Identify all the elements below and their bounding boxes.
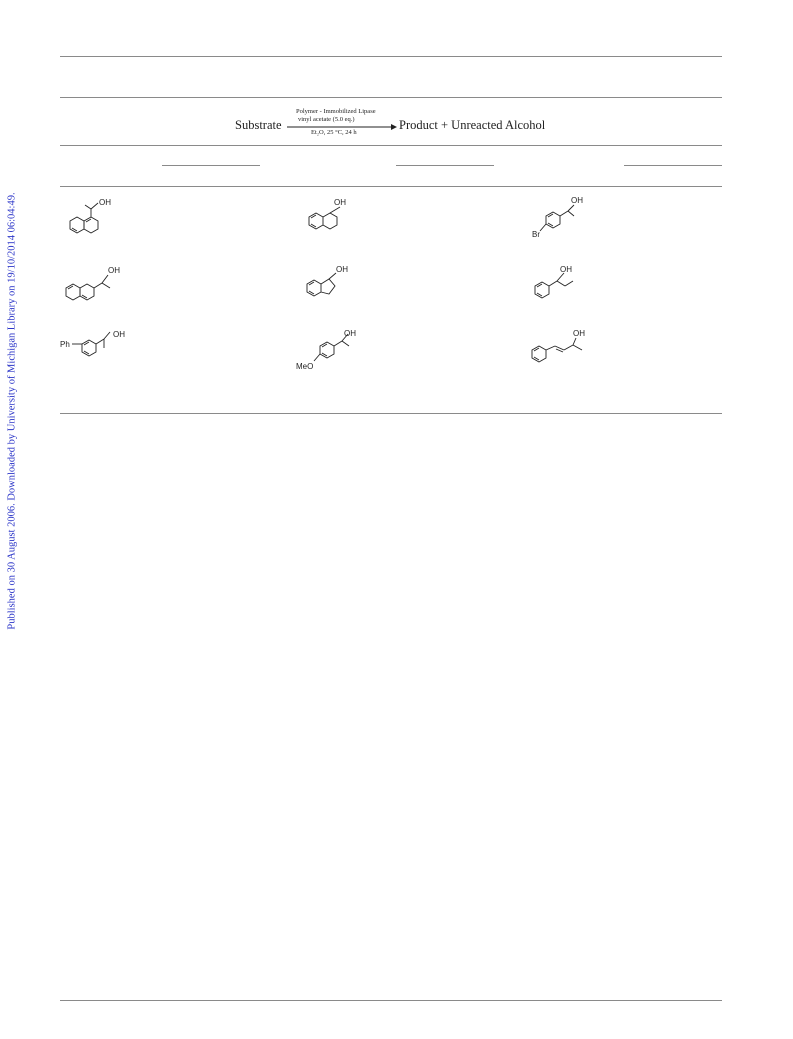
- scheme-reagent-lipase: Polymer - Immobilized Lipase: [296, 108, 376, 115]
- scheme-reagent-vinyl-acetate: vinyl acetate (5.0 eq.): [298, 116, 355, 123]
- oh-label: OH: [113, 330, 125, 339]
- oh-label: OH: [99, 198, 111, 207]
- substrate-1-phenylpropanol: [530, 262, 590, 307]
- substrate-phenylbutenol: [528, 326, 598, 371]
- reaction-scheme: [0, 100, 793, 145]
- page-footer-rule: [60, 1000, 722, 1001]
- substrate-tetralol: [303, 194, 363, 244]
- table-header-rule: [60, 97, 722, 98]
- download-citation-sidebar[interactable]: [3, 188, 21, 633]
- oh-label: OH: [573, 329, 585, 338]
- column-rule-1: [162, 165, 260, 166]
- substrate-1-naphthyl-ethanol: [64, 194, 124, 244]
- substrate-indanol: [303, 262, 363, 307]
- substrate-4-bromophenyl-ethanol: [528, 194, 598, 244]
- br-label: Br: [532, 230, 540, 239]
- ph-label: Ph: [60, 340, 70, 349]
- oh-label: OH: [108, 266, 120, 275]
- oh-label: OH: [571, 196, 583, 205]
- substrate-4-methoxyphenyl-ethanol: [294, 326, 364, 374]
- oh-label: OH: [334, 198, 346, 207]
- meo-label: MeO: [296, 362, 314, 371]
- column-rule-2: [396, 165, 494, 166]
- substrate-biphenyl-ethanol: [58, 325, 138, 365]
- scheme-bottom-rule: [60, 145, 722, 146]
- scheme-conditions: Et₂O, 25 °C, 24 h: [311, 129, 357, 136]
- oh-label: OH: [344, 329, 356, 338]
- citation-text: Published on 30 August 2006. Downloaded by University of Michigan Library on 19/10/2014 06:04:49.: [6, 191, 18, 630]
- top-rule: [60, 56, 722, 57]
- scheme-products: Product + Unreacted Alcohol: [399, 118, 546, 132]
- column-rule-3: [624, 165, 722, 166]
- table-bottom-rule: [60, 413, 722, 414]
- scheme-substrate: Substrate: [235, 118, 282, 132]
- oh-label: OH: [336, 265, 348, 274]
- substrate-2-naphthyl-ethanol: [62, 262, 132, 307]
- oh-label: OH: [560, 265, 572, 274]
- column-header-rule: [60, 186, 722, 187]
